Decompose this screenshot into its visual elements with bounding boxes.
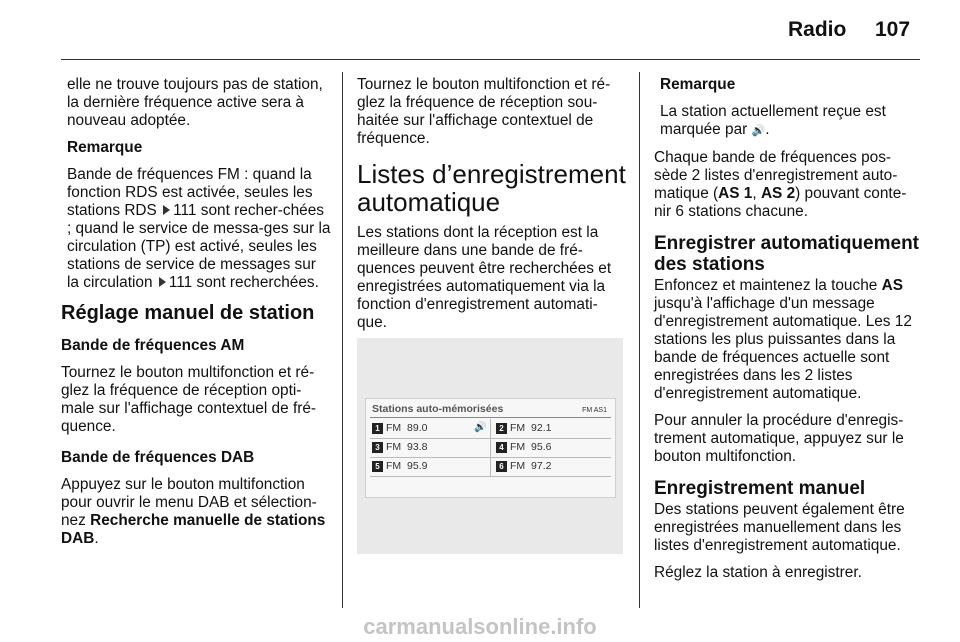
preset-slot[interactable]: 4 FM 95.6	[496, 441, 614, 457]
page-number: 107	[875, 18, 911, 41]
preset-slot[interactable]: 3 FM 93.8	[372, 441, 490, 457]
note-block	[654, 76, 922, 140]
subheading: Bande de fréquences DAB	[61, 449, 255, 466]
paragraph: Enfoncez et maintenez la touche AS jusqu'à l'affichage d'un message d'enregistrement automatique. Les 12 stations les plus puissantes dans la bande de fréquences actuelle sont enregistrées dans les 2 listes d'enregistrement automatique.	[654, 277, 912, 402]
note-block	[61, 139, 331, 292]
button-label: AS	[881, 277, 903, 294]
page-ref-link[interactable]: 111	[168, 274, 193, 291]
paragraph: Les stations dont la réception est la meilleure dans une bande de fré-quences peuvent être recherchées et enregistrées automatiquement via la fonction d'enregistrement automati-que.	[357, 224, 612, 331]
column-divider	[490, 419, 491, 476]
page-ref-arrow-icon	[163, 205, 170, 215]
column-1	[61, 76, 331, 557]
screen-title: Stations auto-mémorisées	[372, 403, 504, 415]
note-text: La station actuellement reçue est marquée par 🔊.	[660, 103, 886, 138]
paragraph: Pour annuler la procédure d'enregis-trement automatique, appuyez sur le bouton multifonction.	[654, 412, 904, 465]
paragraph: elle ne trouve toujours pas de station, la dernière fréquence active sera à nouveau adoptée.	[67, 76, 323, 129]
section-heading: Enregistrement manuel	[654, 478, 866, 499]
paragraph: Appuyez sur le bouton multifonction pour ouvrir le menu DAB et sélection-nez Recherche manuelle de stations DAB.	[61, 476, 326, 547]
menu-label: Recherche manuelle de stations DAB	[61, 512, 326, 547]
preset-slot[interactable]: 5 FM 95.9	[372, 460, 490, 476]
column-3	[654, 76, 922, 591]
preset-slot[interactable]: 1 FM 89.0	[372, 422, 490, 438]
running-header-title: Radio	[788, 18, 847, 41]
speaker-icon: 🔊	[751, 125, 766, 137]
column-2	[357, 76, 627, 341]
screen-divider	[370, 417, 611, 418]
radio-display-figure	[357, 338, 623, 554]
subheading: Bande de fréquences AM	[61, 337, 245, 354]
note-title: Remarque	[67, 139, 143, 156]
radio-screen	[365, 398, 616, 498]
speaker-icon: 🔊	[474, 422, 487, 433]
page-ref-arrow-icon	[159, 277, 166, 287]
column-divider-2	[639, 72, 640, 608]
chapter-heading: Listes d’enregistrement automatique	[357, 159, 626, 217]
page-ref-link[interactable]: 111	[173, 202, 197, 219]
paragraph: Tournez le bouton multifonction et ré-glez la fréquence de réception opti-male sur l'affichage contextuel de fré-quence.	[61, 364, 317, 435]
paragraph: Chaque bande de fréquences pos-sède 2 listes d'enregistrement auto-matique (AS 1, AS 2) pouvant conte-nir 6 stations chacune.	[654, 149, 907, 220]
note-title: Remarque	[660, 76, 736, 93]
paragraph: Des stations peuvent également être enregistrées manuellement dans les listes d'enregistrement automatique.	[654, 501, 905, 554]
note-text: Bande de fréquences FM : quand la fonction RDS est activée, seules les stations RDS 111 sont recher-chées ; quand le service de messa-ges sur la circulation (TP) est activé, seules les stations de service de messages sur la circulation 111 sont recherchées.	[67, 166, 331, 291]
header-rule	[61, 59, 920, 60]
section-heading: Enregistrer automatiquement des stations	[654, 233, 919, 275]
column-divider-1	[342, 72, 343, 608]
list-tab: FM AS1	[582, 407, 607, 414]
row-divider	[370, 476, 611, 477]
paragraph: Tournez le bouton multifonction et ré-glez la fréquence de réception sou-haitée sur l'affichage contextuel de fréquence.	[357, 76, 611, 147]
watermark: carmanualsonline.info	[363, 614, 597, 639]
preset-slot[interactable]: 6 FM 97.2	[496, 460, 614, 476]
preset-slot[interactable]: 2 FM 92.1	[496, 422, 614, 438]
section-heading: Réglage manuel de station	[61, 302, 315, 324]
paragraph: Réglez la station à enregistrer.	[654, 564, 862, 581]
